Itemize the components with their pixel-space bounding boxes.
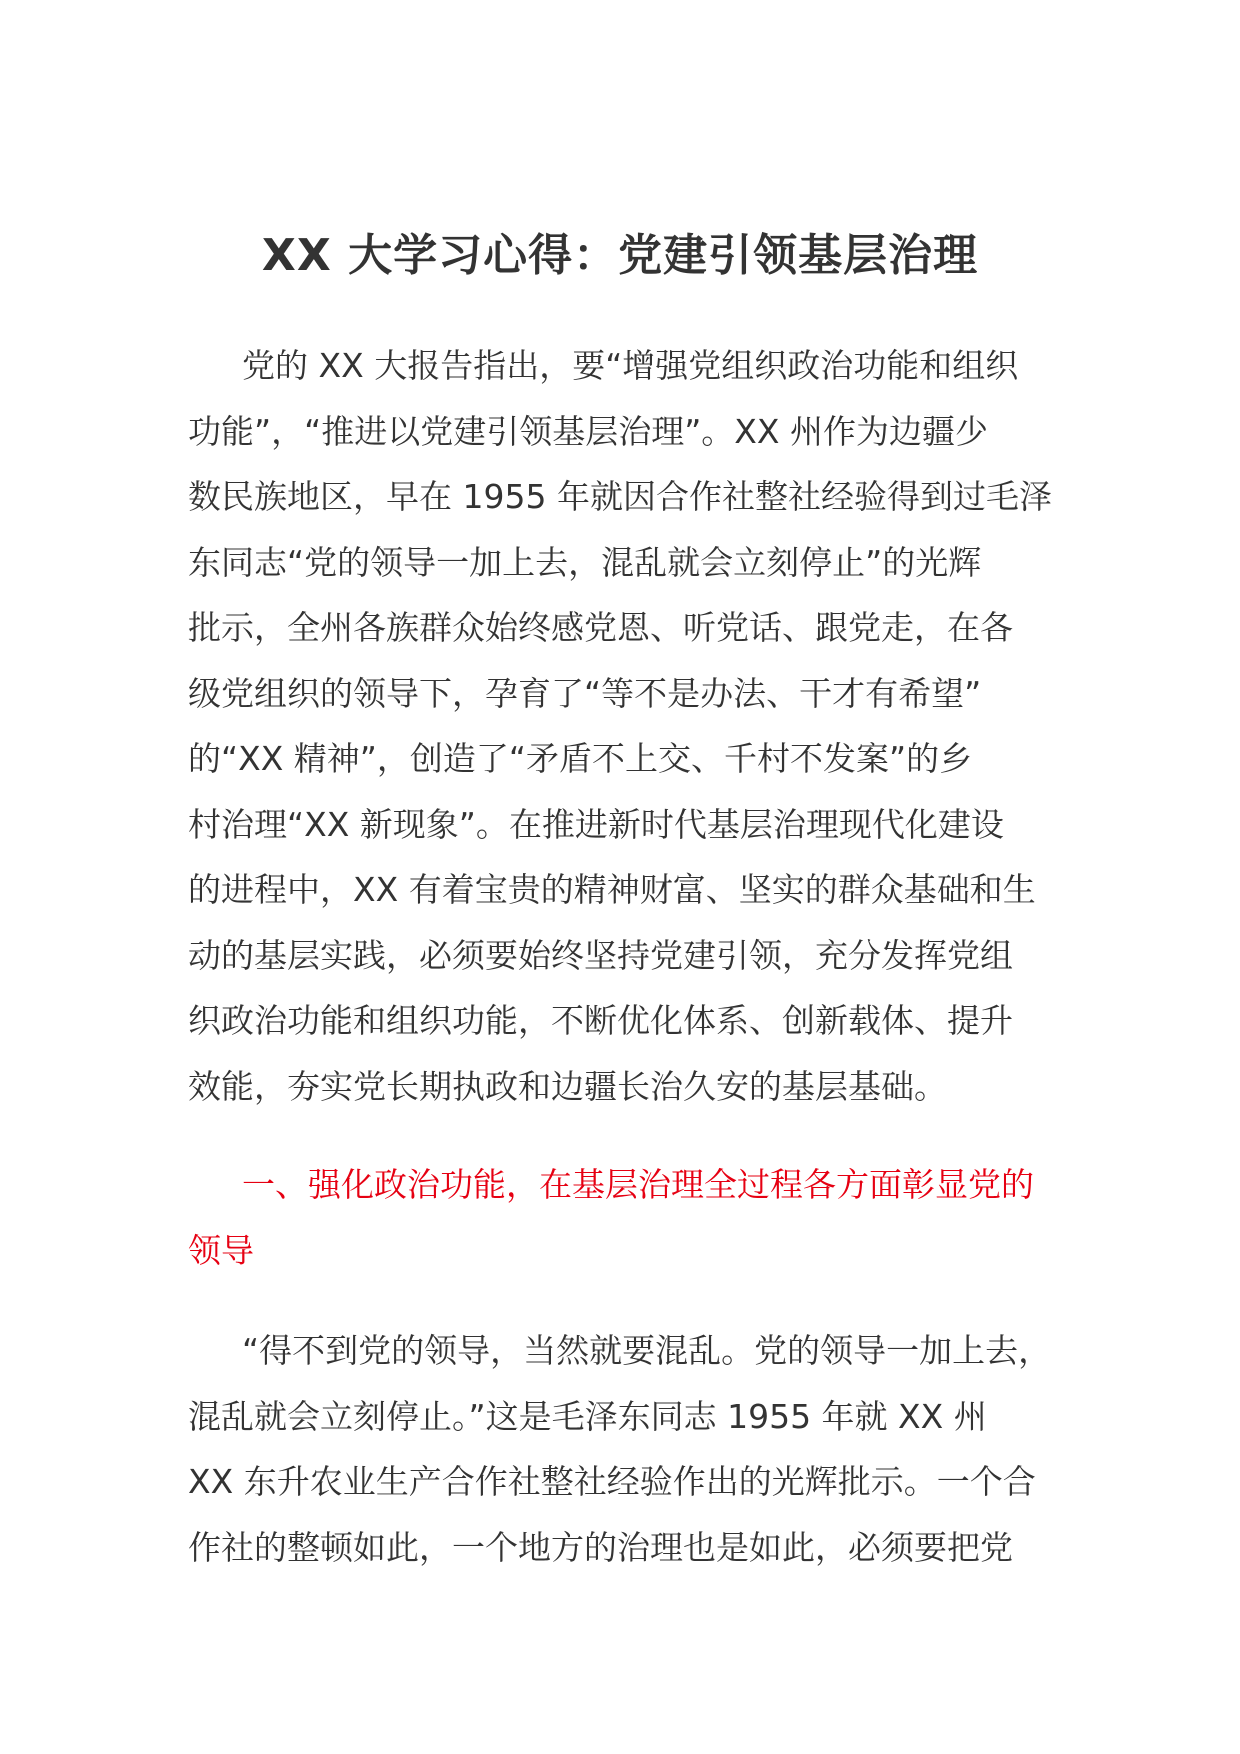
document-title: XX 大学习心得：党建引领基层治理 <box>261 230 979 281</box>
paragraph-line: 效能，夯实党长期执政和边疆长治久安的基层基础。 <box>188 1066 947 1106</box>
heading-line: 一、强化政治功能，在基层治理全过程各方面彰显党的 <box>242 1165 1034 1204</box>
paragraph-line: “得不到党的领导，当然就要混乱。党的领导一加上去， <box>242 1331 1052 1370</box>
section-1-heading <box>188 1152 1068 1284</box>
paragraph-line: 批示，全州各族群众始终感党恩、听党话、跟党走，在各 <box>188 608 1013 647</box>
paragraph-line: 党的 XX 大报告指出，要“增强党组织政治功能和组织 <box>242 346 1019 385</box>
paragraph-line: 动的基层实践，必须要始终坚持党建引领，充分发挥党组 <box>188 935 1013 975</box>
intro-paragraph <box>188 333 1068 1119</box>
paragraph-line: 的进程中，XX 有着宝贵的精神财富、坚实的群众基础和生 <box>188 870 1036 909</box>
paragraph-line: 功能”，“推进以党建引领基层治理”。XX 州作为边疆少 <box>188 411 988 451</box>
paragraph-line: 村治理“XX 新现象”。在推进新时代基层治理现代化建设 <box>188 804 1004 844</box>
section-1-paragraph <box>188 1318 1068 1580</box>
paragraph-line: 混乱就会立刻停止。”这是毛泽东同志 1955 年就 XX 州 <box>188 1396 987 1436</box>
paragraph-line: 织政治功能和组织功能，不断优化体系、创新载体、提升 <box>188 1001 1013 1040</box>
paragraph-line: 的“XX 精神”，创造了“矛盾不上交、千村不发案”的乡 <box>188 739 973 778</box>
heading-line: 领导 <box>188 1231 254 1270</box>
paragraph-line: 东同志“党的领导一加上去，混乱就会立刻停止”的光辉 <box>188 542 982 582</box>
paragraph-line: 数民族地区，早在 1955 年就因合作社整社经验得到过毛泽 <box>188 477 1052 516</box>
paragraph-line: 级党组织的领导下，孕育了“等不是办法、干才有希望” <box>188 673 982 713</box>
paragraph-line: XX 东升农业生产合作社整社经验作出的光辉批示。一个合 <box>188 1462 1036 1501</box>
paragraph-line: 作社的整顿如此，一个地方的治理也是如此，必须要把党 <box>188 1527 1013 1567</box>
